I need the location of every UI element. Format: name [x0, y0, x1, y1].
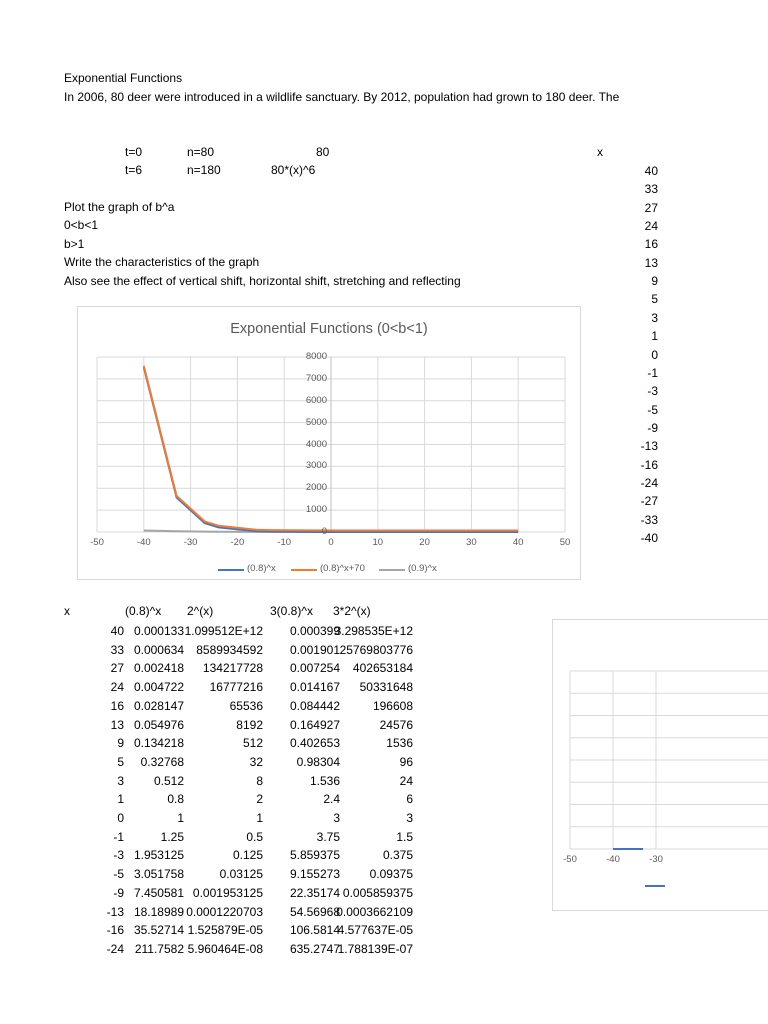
- right-col-value: -3: [647, 384, 658, 399]
- table-cell: 5.960464E-08: [187, 941, 263, 956]
- note-3: b>1: [64, 237, 85, 251]
- x-tick-label: -40: [136, 537, 151, 548]
- note-1: Plot the graph of b^a: [64, 200, 175, 214]
- x-tick-label: 10: [372, 537, 384, 548]
- right-col-value: 24: [644, 219, 658, 234]
- right-col-header: x: [597, 145, 603, 159]
- table-cell: 0.375: [382, 848, 413, 863]
- table-cell: 50331648: [359, 680, 413, 695]
- right-col-value: -13: [640, 439, 658, 454]
- legend-swatch: [379, 569, 405, 571]
- table-cell: 24576: [379, 717, 413, 732]
- table-cell: 0.005859375: [342, 885, 413, 900]
- table-cell: 8192: [236, 717, 263, 732]
- x-tick-label: -40: [606, 854, 620, 865]
- chart-exponential[interactable]: [77, 306, 581, 580]
- eq-row-1-n: n=80: [187, 145, 215, 159]
- table-cell: 0.32768: [140, 754, 184, 769]
- table-cell: 0.007254: [289, 661, 340, 676]
- table-cell: 32: [249, 754, 263, 769]
- table-cell: 1.788139E-07: [337, 941, 413, 956]
- table-cell: 1.25: [160, 829, 184, 844]
- table-cell: 25769803776: [339, 642, 413, 657]
- table-cell: 1: [177, 811, 184, 825]
- table-cell: 1536: [386, 736, 413, 751]
- table-cell: 2.4: [323, 792, 340, 807]
- table-cell: -13: [106, 904, 124, 919]
- x-tick-label: -50: [90, 537, 104, 548]
- table-cell: 0.8: [167, 792, 184, 807]
- table-cell: 0.164927: [289, 717, 340, 732]
- right-col-value: 3: [651, 310, 658, 325]
- note-5: Also see the effect of vertical shift, horizontal shift, stretching and reflecting: [64, 274, 461, 288]
- table-cell: 96: [399, 754, 413, 769]
- table-cell: 0.512: [153, 773, 184, 788]
- table-cell: 1.525879E-05: [187, 923, 263, 938]
- table-cell: 0.402653: [289, 736, 340, 751]
- table-cell: 3.75: [316, 829, 340, 844]
- table-cell: 0.002418: [133, 661, 184, 676]
- table-cell: 0.000634: [133, 642, 184, 657]
- y-tick-label: 1000: [305, 504, 327, 516]
- table-cell: 0.004722: [133, 680, 184, 695]
- right-col-value: -27: [640, 494, 658, 509]
- legend-label: (0.9)^x: [408, 563, 437, 574]
- table-cell: 0.98304: [296, 754, 340, 769]
- right-col-value: 13: [644, 255, 658, 270]
- y-tick-label: 3000: [305, 460, 327, 472]
- table-cell: -9: [113, 885, 124, 900]
- table-cell: 0.001901: [289, 642, 340, 657]
- eq-row-1-t: t=0: [125, 145, 143, 159]
- table-cell: 40: [110, 624, 124, 638]
- table-cell: 0.0001220703: [186, 904, 263, 919]
- table-cell: 1: [256, 811, 263, 825]
- table-cell: 16777216: [209, 680, 263, 695]
- table-cell: 0.000133: [133, 624, 184, 638]
- table-cell: 0.028147: [133, 698, 184, 713]
- x-tick-label: -10: [277, 537, 292, 548]
- table-cell: 196608: [372, 698, 413, 713]
- y-tick-label: 4000: [305, 438, 327, 450]
- table-cell: 27: [110, 661, 124, 676]
- y-tick-label: 6000: [305, 394, 327, 406]
- table-cell: 18.18989: [133, 904, 184, 919]
- x-tick-label: 50: [559, 537, 571, 548]
- table-cell: 2: [256, 792, 263, 807]
- table-cell: 0.054976: [133, 717, 184, 732]
- table-cell: 5.859375: [289, 848, 340, 863]
- doc-title: Exponential Functions: [64, 71, 183, 85]
- eq-row-2-expr: 80*(x)^6: [271, 163, 316, 177]
- table-cell: 3.298535E+12: [334, 624, 413, 638]
- table-cell: 33: [110, 642, 124, 657]
- y-tick-label: 5000: [305, 416, 327, 428]
- table-cell: -3: [113, 848, 124, 863]
- table-cell: 4.577637E-05: [337, 923, 413, 938]
- y-tick-label: 8000: [305, 351, 327, 362]
- table-cell: 512: [242, 736, 263, 751]
- right-col-value: -24: [640, 475, 658, 490]
- y-tick-label: 2000: [305, 482, 327, 494]
- eq-row-2-t: t=6: [125, 163, 143, 177]
- chart2-plot: [553, 620, 768, 910]
- right-col-value: -16: [640, 457, 658, 472]
- table-cell: 134217728: [202, 661, 263, 676]
- table-cell: 211.7582: [134, 941, 184, 956]
- table-cell: 1.536: [309, 773, 340, 788]
- chart-exponential-2[interactable]: [552, 619, 768, 911]
- table-cell: -5: [113, 867, 124, 882]
- table-cell: 24: [399, 773, 413, 788]
- table-cell: 8589934592: [196, 642, 263, 657]
- table-header: x: [64, 604, 70, 618]
- right-col-value: -33: [640, 512, 658, 527]
- table-cell: 16: [110, 698, 124, 713]
- eq-row-2-n: n=180: [187, 163, 221, 177]
- table-cell: 5: [117, 754, 124, 769]
- right-col-value: 16: [644, 237, 658, 252]
- intro-text: In 2006, 80 deer were introduced in a wildlife sanctuary. By 2012, population had grown to 180 deer. The: [64, 90, 620, 104]
- right-col-value: 5: [651, 292, 658, 307]
- table-cell: 0.084442: [289, 698, 340, 713]
- legend-swatch: [218, 569, 244, 571]
- table-cell: 0.014167: [289, 680, 340, 695]
- table-cell: -1: [113, 829, 124, 844]
- x-tick-label: 30: [466, 537, 477, 548]
- legend-swatch: [291, 569, 317, 571]
- table-cell: 9: [117, 736, 124, 751]
- right-col-value: -1: [647, 365, 658, 380]
- table-header: 3*2^(x): [333, 604, 371, 618]
- table-cell: 8: [256, 773, 263, 788]
- legend-label: (0.8)^x: [247, 563, 276, 574]
- table-cell: 0.125: [232, 848, 263, 863]
- table-cell: 7.450581: [133, 885, 184, 900]
- table-cell: 54.56968: [289, 904, 340, 919]
- x-tick-label: 20: [419, 537, 430, 548]
- y-tick-label: 0: [321, 526, 327, 537]
- table-cell: 13: [110, 717, 124, 732]
- table-cell: 3: [117, 773, 124, 788]
- y-tick-label: 7000: [305, 372, 327, 384]
- table-cell: 0.0003662109: [336, 904, 413, 919]
- table-cell: 1.5: [396, 829, 413, 844]
- legend-label: (0.8)^x+70: [320, 563, 365, 574]
- table-cell: 635.2747: [289, 941, 340, 956]
- table-cell: 6: [406, 792, 413, 807]
- x-tick-label: -30: [649, 854, 663, 865]
- table-cell: 1.953125: [133, 848, 184, 863]
- right-col-value: 9: [651, 274, 658, 289]
- table-header: (0.8)^x: [125, 604, 162, 618]
- table-cell: 106.5814: [289, 923, 340, 938]
- table-cell: 9.155273: [289, 867, 340, 882]
- table-cell: 0.5: [246, 829, 263, 844]
- x-tick-label: 40: [512, 537, 524, 548]
- table-cell: 0.03125: [219, 867, 263, 882]
- note-4: Write the characteristics of the graph: [64, 255, 260, 269]
- right-col-value: 27: [644, 200, 658, 215]
- right-col-value: 33: [644, 182, 658, 197]
- right-col-value: -40: [640, 531, 658, 545]
- eq-row-1-expr: 80: [316, 145, 330, 159]
- table-cell: 0.09375: [369, 867, 413, 882]
- table-cell: 402653184: [352, 661, 413, 676]
- x-tick-label: -20: [230, 537, 245, 548]
- table-cell: 3.051758: [133, 867, 184, 882]
- table-cell: 22.35174: [289, 885, 340, 900]
- right-col-value: -5: [647, 402, 658, 417]
- table-cell: 1: [117, 792, 124, 807]
- right-col-value: 40: [644, 164, 658, 178]
- table-cell: -16: [106, 923, 124, 938]
- table-cell: 0: [117, 811, 124, 825]
- x-tick-label: -30: [183, 537, 198, 548]
- table-cell: 35.52714: [133, 923, 184, 938]
- table-cell: -24: [106, 941, 124, 956]
- table-header: 3(0.8)^x: [270, 604, 313, 618]
- table-cell: 0.000399: [289, 624, 340, 638]
- note-2: 0<b<1: [64, 218, 99, 232]
- table-cell: 0.001953125: [192, 885, 263, 900]
- x-tick-label: -50: [563, 854, 577, 865]
- table-cell: 1.099512E+12: [184, 624, 263, 638]
- right-col-value: 0: [651, 347, 658, 362]
- table-cell: 3: [406, 811, 413, 825]
- chart-title: Exponential Functions (0<b<1): [230, 321, 428, 337]
- table-cell: 3: [333, 811, 340, 825]
- right-col-value: -9: [647, 420, 658, 435]
- right-col-value: 1: [651, 329, 658, 344]
- table-cell: 24: [110, 680, 124, 695]
- legend-swatch: [645, 885, 665, 887]
- table-cell: 65536: [229, 698, 263, 713]
- table-header: 2^(x): [187, 604, 214, 618]
- x-tick-label: 0: [328, 537, 334, 548]
- table-cell: 0.134218: [133, 736, 184, 751]
